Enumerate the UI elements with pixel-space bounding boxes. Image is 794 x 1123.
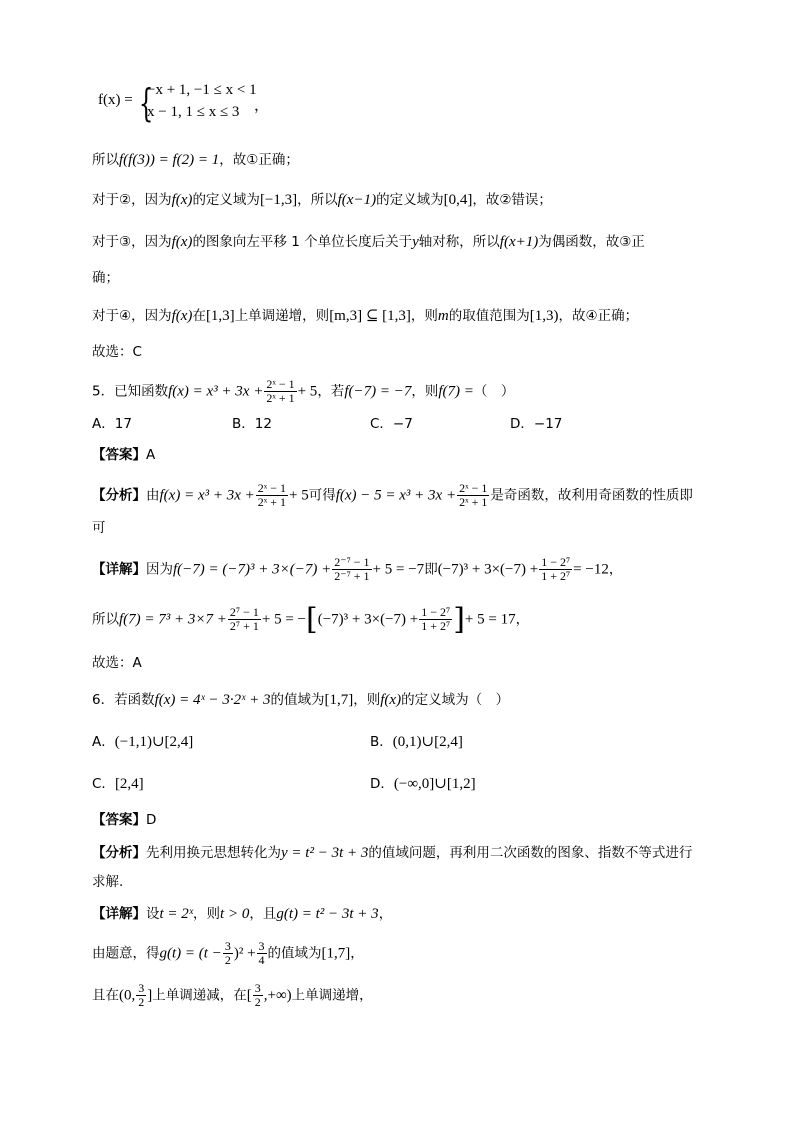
left-brace: {	[138, 81, 154, 125]
q5-detail-2: 所以f(7) = 7³ + 3×7 + $\frac{\text{2⁷ − 1}}{\text{2⁷ + 1}}$ + 5 = −[(−7)³ + 3×(−7) + $\frac{\text{1 − 2⁷}}{\text{1 + 2⁷}}$ ]+ 5 = 17，	[92, 601, 530, 637]
q5-option-d: D．−17	[510, 416, 563, 432]
q6-option-a: A．(−1,1)∪[2,4]	[92, 734, 194, 750]
q5-option-c: C．−7	[370, 416, 413, 432]
q5-option-a: A．17	[92, 416, 132, 432]
q6-option-b: B．(0,1)∪[2,4]	[370, 734, 463, 750]
q5-detail-1: 【详解】因为f(−7) = (−7)³ + 3×(−7) + $\frac{\text{2⁻⁷ − 1}}{\text{2⁻⁷ + 1}}$ + 5 = −7即(−7)³ + 3×(−7) + $\frac{\text{1 − 2⁷}}{\text{1 + 2⁷}}$ = −12，	[92, 555, 623, 583]
text-line: 对于③，因为f(x)的图象向左平移 1 个单位长度后关于y轴对称，所以f(x+1)为偶函数，故③正	[92, 234, 645, 250]
left-bracket: [	[306, 601, 318, 637]
right-bracket: ]	[453, 601, 465, 637]
piecewise-tail: ，	[254, 98, 270, 114]
fraction: $\frac{\text{2ˣ − 1}}{\text{2ˣ + 1}}$	[266, 377, 295, 405]
q6-analysis: 【分析】先利用换元思想转化为y = t² − 3t + 3的值域问题，再利用二次函数的图象、指数不等式进行	[92, 845, 693, 861]
text-line: 故选：C	[92, 344, 142, 360]
q6-answer: 【答案】D	[92, 812, 157, 828]
text-line: 确；	[92, 270, 119, 286]
math-expr: f(f(3)) = f(2) = 1	[119, 152, 220, 168]
q6-detail-3: 且在(0, $\frac{3}{2}$ ]上单调递减，在[ $\frac{3}{2}$ ,+∞)上单调递增，	[92, 981, 373, 1009]
text-line: 对于④，因为f(x)在[1,3]上单调递增，则[m,3] ⊆ [1,3]，则m的取值范围为[1,3)，故④正确；	[92, 308, 639, 324]
piecewise-case-2: x − 1, 1 ≤ x ≤ 3	[147, 104, 240, 120]
q5-analysis: 【分析】由f(x) = x³ + 3x + $\frac{\text{2ˣ − 1}}{\text{2ˣ + 1}}$ + 5可得f(x) − 5 = x³ + 3x + $\frac{\text{2ˣ − 1}}{\text{2ˣ + 1}}$ 是奇函数，故利用奇函数的性质即	[92, 481, 693, 509]
piecewise-case-1: −x + 1, −1 ≤ x < 1	[147, 82, 257, 98]
q5-option-b: B．12	[232, 416, 272, 432]
text-line: 故选：A	[92, 655, 142, 671]
q6-option-d: D．(−∞,0]∪[1,2]	[370, 776, 476, 792]
text-line: 所以f(f(3)) = f(2) = 1，故①正确；	[92, 152, 299, 168]
piecewise-lhs: f(x) =	[98, 92, 133, 108]
q5-answer: 【答案】A	[92, 447, 156, 463]
text-line: 可	[92, 520, 106, 536]
q6-detail-2: 由题意，得g(t) = (t − $\frac{3}{2}$ )² + $\frac{3}{4}$ 的值域为[1,7]，	[92, 939, 364, 967]
text-line: 对于②，因为f(x)的定义域为[−1,3]，所以f(x−1)的定义域为[0,4]，故②错误；	[92, 192, 552, 208]
text-line: 求解.	[92, 874, 124, 890]
q6-detail-1: 【详解】设t = 2ˣ，则t > 0，且g(t) = t² − 3t + 3，	[92, 906, 393, 922]
question-5-stem: 5．已知函数f(x) = x³ + 3x + $\frac{\text{2ˣ − 1}}{\text{2ˣ + 1}}$ + 5，若f(−7) = −7，则f(7) =（ ）	[92, 377, 515, 405]
question-6-stem: 6．若函数f(x) = 4ˣ − 3·2ˣ + 3的值域为[1,7]，则f(x)的定义域为（ ）	[92, 692, 510, 708]
q6-option-c: C．[2,4]	[92, 776, 144, 792]
